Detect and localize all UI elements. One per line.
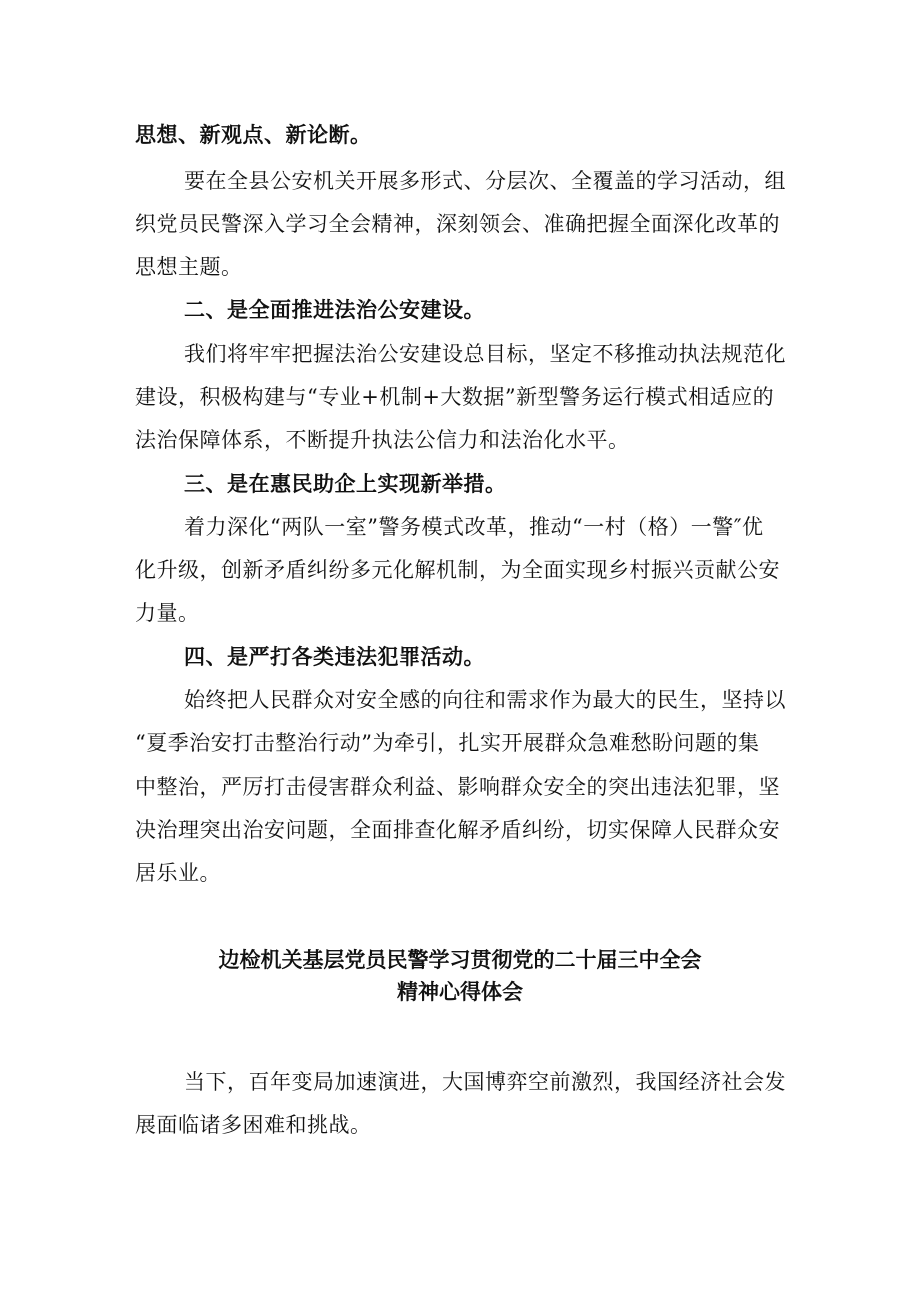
paragraph-line: “夏季治安打击整治行动”为牵引，扎实开展群众急难愁盼问题的集: [135, 731, 760, 755]
paragraph-line: 始终把人民群众对安全感的向往和需求作为最大的民生，坚持以: [184, 688, 786, 712]
paragraph-line: 化升级，创新矛盾纠纷多元化解机制，为全面实现乡村振兴贡献公安: [135, 558, 780, 582]
paragraph-line: 决治理突出治安问题，全面排查化解矛盾纠纷，切实保障人民群众安: [135, 818, 780, 842]
paragraph-line: 建设，积极构建与“专业+机制+大数据”新型警务运行模式相适应的: [135, 385, 775, 409]
paragraph-line: 力量。: [135, 601, 200, 625]
section-heading: 三、是在惠民助企上实现新举措。: [184, 471, 507, 496]
paragraph-line: 思想主题。: [135, 255, 243, 279]
paragraph-line: 展面临诸多困难和挑战。: [135, 1113, 372, 1137]
article-title-continued: 精神心得体会: [397, 979, 523, 1004]
paragraph-line: 织党员民警深入学习全会精神，深刻领会、准确把握全面深化改革的: [135, 212, 780, 236]
section-heading: 四、是严打各类违法犯罪活动。: [184, 644, 485, 669]
paragraph-line: 当下，百年变局加速演进，大国博弈空前激烈，我国经济社会发: [184, 1070, 786, 1094]
paragraph-line: 法治保障体系，不断提升执法公信力和法治化水平。: [135, 428, 630, 452]
paragraph-line: 思想、新观点、新论断。: [135, 122, 372, 147]
paragraph-line: 居乐业。: [135, 861, 221, 885]
paragraph-line: 中整治，严厉打击侵害群众利益、影响群众安全的突出违法犯罪，坚: [135, 775, 780, 799]
paragraph-line: 着力深化“两队一室”警务模式改革，推动“一村（格）一警″优: [184, 515, 764, 539]
paragraph-line: 要在全县公安机关开展多形式、分层次、全覆盖的学习活动，组: [184, 169, 786, 193]
section-heading: 二、是全面推进法治公安建设。: [184, 297, 485, 322]
article-title: 边检机关基层党员民警学习贯彻党的二十届三中全会: [218, 947, 702, 972]
paragraph-line: 我们将牢牢把握法治公安建设总目标，坚定不移推动执法规范化: [184, 342, 786, 366]
